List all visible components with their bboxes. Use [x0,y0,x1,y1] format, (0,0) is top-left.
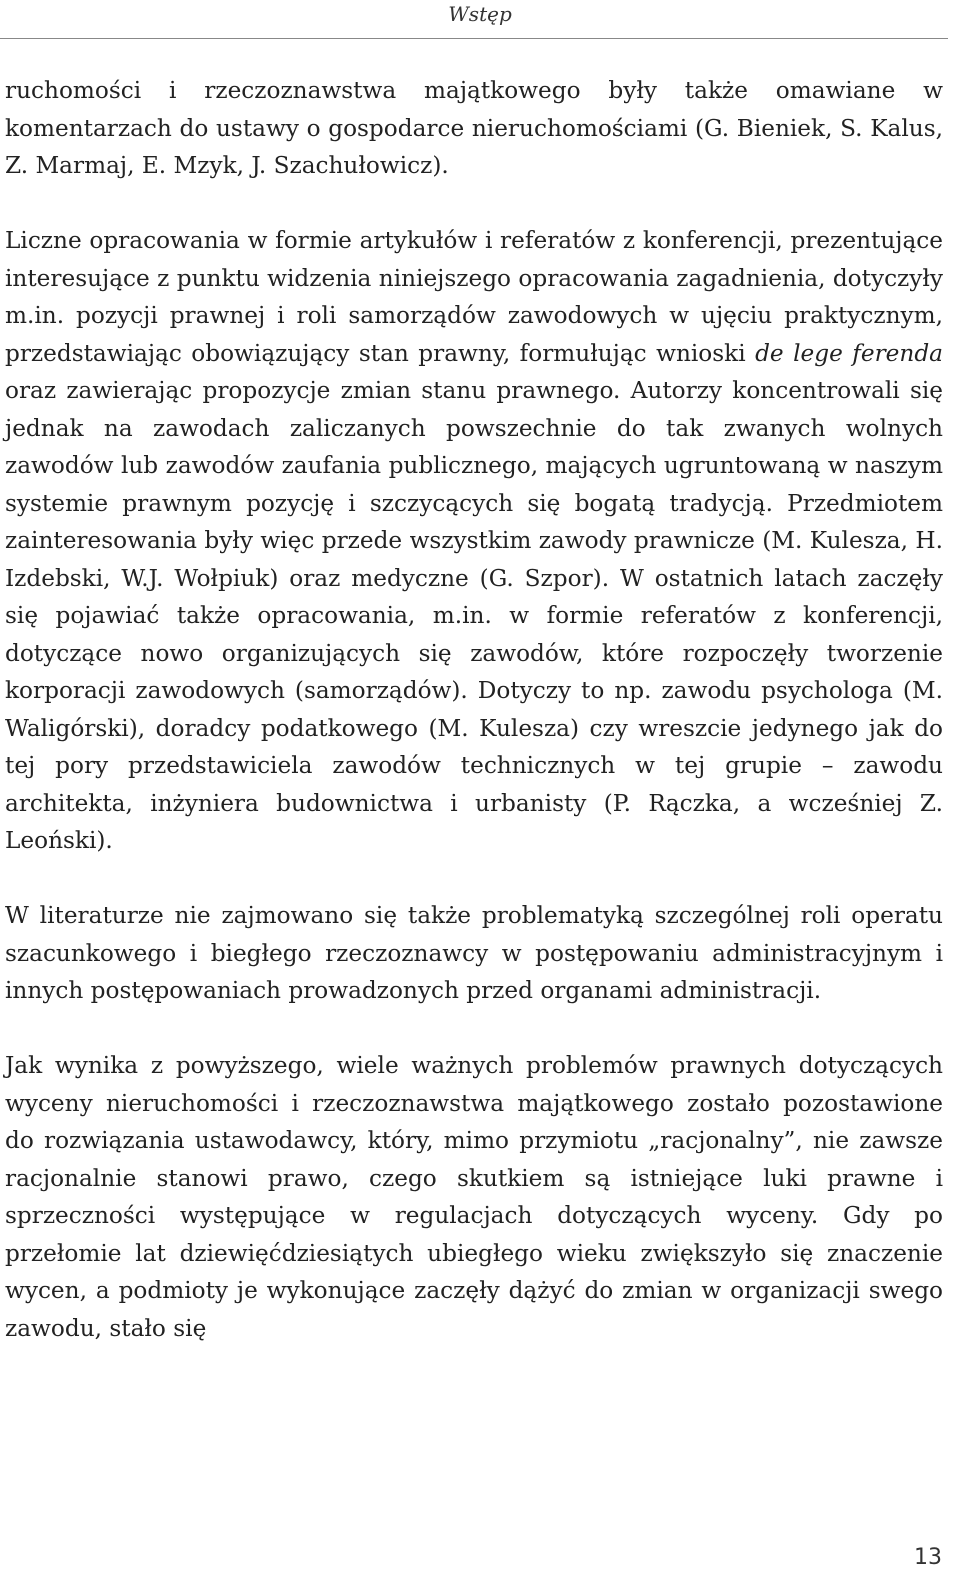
paragraph-1: ruchomości i rzeczoznawstwa majątkowego były także omawiane w komentarzach do ustawy o gospodarce nieruchomościami (G. Bieniek, S. Kalus, Z. Marmaj, E. Mzyk, J. Szachułowicz). [5,77,943,179]
running-head: Wstęp [448,2,512,26]
paragraph-2-part-a: Liczne opracowania w formie artykułów i referatów z konferencji, prezentujące interesujące z punktu widzenia niniejszego opracowania zagadnienia, dotyczyły m.in. pozycji prawnej i roli samorządów zawodowych w ujęciu praktycznym, przedstawiając obowiązujący stan prawny, formułując wnioski [5,227,943,367]
paragraph-2 [5,222,943,860]
paragraph-2-part-b: oraz zawierając propozycje zmian stanu prawnego. Autorzy koncentrowali się jednak na zawodach zaliczanych powszechnie do tak zwanych wolnych zawodów lub zawodów zaufania publicznego, mających ugruntowaną w naszym systemie prawnym pozycję i szczycących się bogatą tradycją. Przedmiotem zainteresowania były więc przede wszystkim zawody prawnicze (M. Kulesza, H. Izdebski, W.J. Wołpiuk) oraz medyczne (G. Szpor). W ostatnich latach zaczęły się pojawiać także opracowania, m.in. w formie referatów z konferencji, dotyczące nowo organizujących się zawodów, które rozpoczęły tworzenie korporacji zawodowych (samorządów). Dotyczy to np. zawodu psychologa (M. Waligórski), doradcy podatkowego (M. Kulesza) czy wreszcie jedynego jak do tej pory przedstawiciela zawodów technicznych w tej grupie – zawodu architekta, inżyniera budownictwa i urbanisty (P. Rączka, a wcześniej Z. Leoński). [5,377,943,854]
paragraph-4: Jak wynika z powyższego, wiele ważnych problemów prawnych dotyczących wyceny nieruchomości i rzeczoznawstwa majątkowego zostało pozostawione do rozwiązania ustawodawcy, który, mimo przymiotu „racjonalny”, nie zawsze racjonalnie stanowi prawo, czego skutkiem są istniejące luki prawne i sprzeczności występujące w regulacjach dotyczących wyceny. Gdy po przełomie lat dziewięćdziesiątych ubiegłego wieku zwiększyło się znaczenie wycen, a podmioty je wykonujące zaczęły dążyć do zmian w organizacji swego zawodu, stało się [5,1052,943,1342]
body-text [5,72,943,1347]
paragraph-3: W literaturze nie zajmowano się także problematyką szczególnej roli operatu szacunkowego i biegłego rzeczoznawcy w postępowaniu administracyjnym i innych postępowaniach prowadzonych przed organami administracji. [5,902,943,1004]
paragraph-2-italic-term: de lege ferenda [755,339,943,367]
header-rule [0,38,948,39]
page-number: 13 [914,1545,942,1570]
